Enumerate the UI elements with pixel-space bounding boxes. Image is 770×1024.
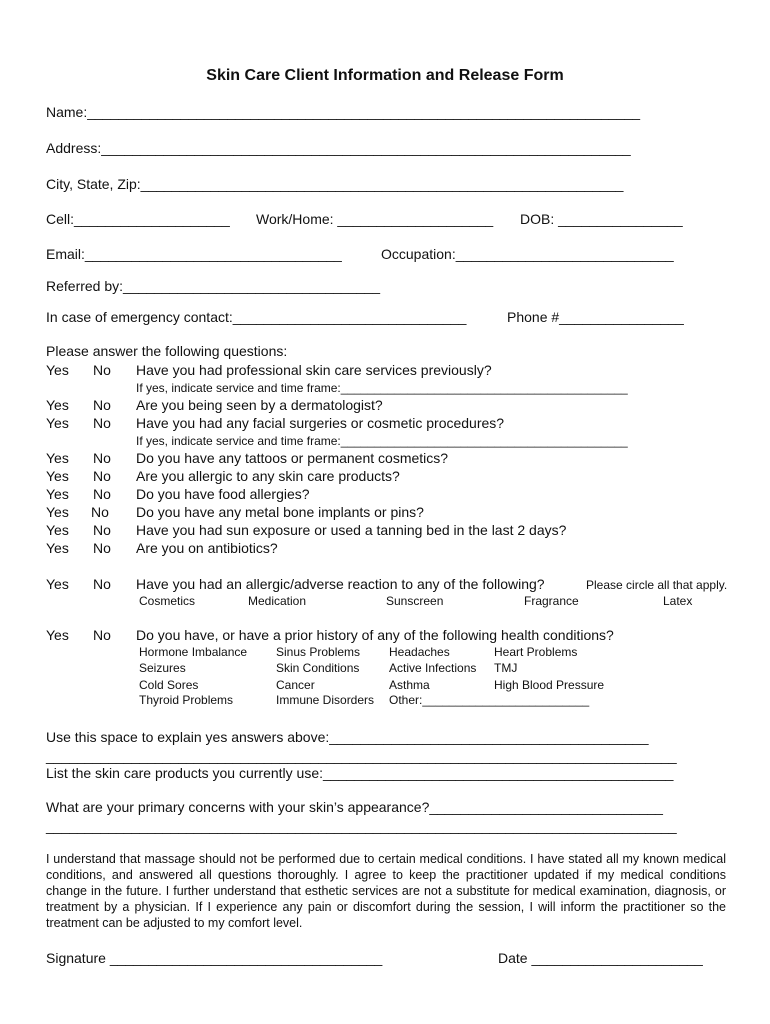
condition-sinus-problems[interactable]: Sinus Problems: [276, 645, 361, 659]
no-option[interactable]: No: [91, 504, 109, 520]
no-option[interactable]: No: [93, 522, 111, 538]
explain-line[interactable]: _________________________________________________________________________________: [46, 748, 677, 764]
yes-option[interactable]: Yes: [46, 576, 69, 592]
condition-seizures[interactable]: Seizures: [139, 661, 186, 675]
condition-skin-conditions[interactable]: Skin Conditions: [276, 661, 360, 675]
referred-by-field[interactable]: Referred by:_________________________________: [46, 278, 380, 294]
question-4: Do you have any tattoos or permanent cosmetics?: [136, 450, 449, 466]
yes-option[interactable]: Yes: [46, 468, 69, 484]
question-1: Have you had professional skin care services previously?: [136, 362, 492, 378]
signature-field[interactable]: Signature ___________________________________: [46, 950, 383, 966]
no-option[interactable]: No: [93, 468, 111, 484]
no-option[interactable]: No: [93, 627, 111, 643]
products-field[interactable]: List the skin care products you currently use:_____________________________________________: [46, 765, 674, 781]
condition-cold-sores[interactable]: Cold Sores: [139, 678, 199, 692]
question-2: Are you being seen by a dermatologist?: [136, 397, 383, 413]
condition-high-blood-pressure[interactable]: High Blood Pressure: [494, 678, 605, 692]
yes-option[interactable]: Yes: [46, 450, 69, 466]
no-option[interactable]: No: [93, 362, 111, 378]
occupation-field[interactable]: Occupation:____________________________: [381, 246, 674, 262]
condition-asthma[interactable]: Asthma: [389, 678, 430, 692]
no-option[interactable]: No: [93, 486, 111, 502]
yes-option[interactable]: Yes: [46, 522, 69, 538]
reaction-option-fragrance[interactable]: Fragrance: [524, 594, 579, 608]
question-1-followup[interactable]: If yes, indicate service and time frame:___________________________________________: [136, 381, 628, 395]
yes-option[interactable]: Yes: [46, 415, 69, 431]
yes-option[interactable]: Yes: [46, 504, 69, 520]
no-option[interactable]: No: [93, 415, 111, 431]
reaction-option-cosmetics[interactable]: Cosmetics: [139, 594, 196, 608]
question-6: Do you have food allergies?: [136, 486, 310, 502]
question-10: Have you had an allergic/adverse reaction to any of the following?: [136, 576, 545, 592]
name-field[interactable]: Name:_______________________________________________________________________: [46, 104, 641, 120]
question-8: Have you had sun exposure or used a tanning bed in the last 2 days?: [136, 522, 567, 538]
no-option[interactable]: No: [93, 450, 111, 466]
emergency-contact-field[interactable]: In case of emergency contact:______________________________: [46, 309, 467, 325]
explain-yes-field[interactable]: Use this space to explain yes answers above:_________________________________________: [46, 729, 649, 745]
question-5: Are you allergic to any skin care products?: [136, 468, 400, 484]
yes-option[interactable]: Yes: [46, 540, 69, 556]
condition-tmj[interactable]: TMJ: [494, 661, 518, 675]
reaction-option-latex[interactable]: Latex: [663, 594, 693, 608]
question-10-note: Please circle all that apply.: [586, 578, 728, 592]
concerns-field[interactable]: What are your primary concerns with your skin’s appearance?______________________________: [46, 799, 663, 815]
cell-field[interactable]: Cell:____________________: [46, 211, 230, 227]
no-option[interactable]: No: [93, 540, 111, 556]
email-field[interactable]: Email:_________________________________: [46, 246, 342, 262]
yes-option[interactable]: Yes: [46, 627, 69, 643]
concerns-line[interactable]: _________________________________________________________________________________: [46, 818, 677, 834]
question-3-followup[interactable]: If yes, indicate service and time frame:___________________________________________: [136, 434, 628, 448]
condition-cancer[interactable]: Cancer: [276, 678, 315, 692]
reaction-option-medication[interactable]: Medication: [248, 594, 307, 608]
condition-heart-problems[interactable]: Heart Problems: [494, 645, 578, 659]
city-state-zip-field[interactable]: City, State, Zip:______________________________________________________________: [46, 176, 624, 192]
reaction-option-sunscreen[interactable]: Sunscreen: [386, 594, 444, 608]
condition-other-field[interactable]: Other:_________________________: [389, 693, 590, 707]
condition-headaches[interactable]: Headaches: [389, 645, 450, 659]
question-7: Do you have any metal bone implants or pins?: [136, 504, 424, 520]
questions-intro: Please answer the following questions:: [46, 343, 288, 359]
no-option[interactable]: No: [93, 576, 111, 592]
date-field[interactable]: Date ______________________: [498, 950, 703, 966]
condition-active-infections[interactable]: Active Infections: [389, 661, 477, 675]
question-11: Do you have, or have a prior history of any of the following health conditions?: [136, 627, 614, 643]
release-statement: I understand that massage should not be performed due to certain medical conditions. I have stated all my known medical conditions, and answered all questions thoroughly. I agree to keep the practitioner updated if my medical conditions change in the future. I further understand that esthetic services are not a substitute for medical examination, diagnosis, or treatment by a physician. If I experience any pain or discomfort during the session, I will inform the practitioner so the treatment can be adjusted to my comfort level.: [46, 852, 726, 930]
question-9: Are you on antibiotics?: [136, 540, 278, 556]
yes-option[interactable]: Yes: [46, 362, 69, 378]
phone-field[interactable]: Phone #________________: [507, 309, 684, 325]
question-3: Have you had any facial surgeries or cosmetic procedures?: [136, 415, 505, 431]
work-home-field[interactable]: Work/Home: ____________________: [256, 211, 494, 227]
no-option[interactable]: No: [93, 397, 111, 413]
address-field[interactable]: Address:____________________________________________________________________: [46, 140, 631, 156]
yes-option[interactable]: Yes: [46, 397, 69, 413]
condition-thyroid-problems[interactable]: Thyroid Problems: [139, 693, 234, 707]
condition-immune-disorders[interactable]: Immune Disorders: [276, 693, 375, 707]
form-title: Skin Care Client Information and Release Form: [206, 67, 564, 84]
dob-field[interactable]: DOB: ________________: [520, 211, 683, 227]
condition-hormone-imbalance[interactable]: Hormone Imbalance: [139, 645, 248, 659]
yes-option[interactable]: Yes: [46, 486, 69, 502]
